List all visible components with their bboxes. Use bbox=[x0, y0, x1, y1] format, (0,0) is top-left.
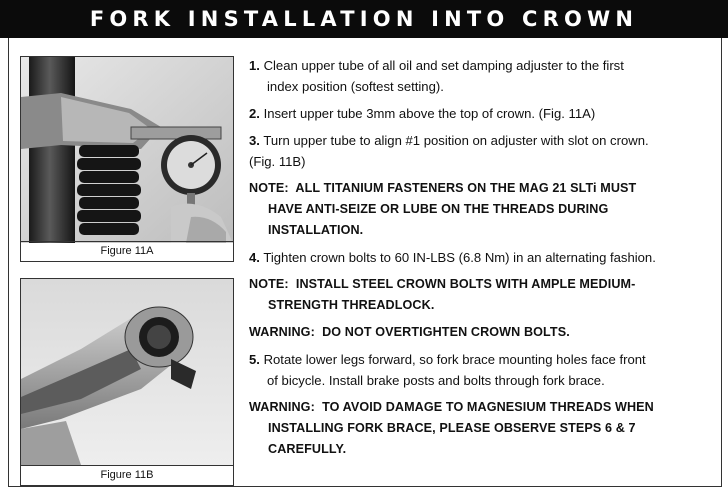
step-3 bbox=[249, 130, 711, 172]
step-text: Clean upper tube of all oil and set damping adjuster to the first bbox=[263, 58, 624, 73]
step-number: 1. bbox=[249, 58, 260, 73]
warning-text: TO AVOID DAMAGE TO MAGNESIUM THREADS WHEN bbox=[322, 400, 654, 414]
figure-11a-photo bbox=[21, 57, 233, 243]
instructions bbox=[249, 55, 711, 466]
step-text: index position (softest setting). bbox=[267, 79, 444, 94]
warning-text: CAREFULLY. bbox=[268, 442, 347, 456]
step-4 bbox=[249, 247, 711, 268]
step-number: 5. bbox=[249, 352, 260, 367]
note-text: INSTALLATION. bbox=[268, 223, 364, 237]
note-label: NOTE: bbox=[249, 181, 289, 195]
note-steel-crown-bolts bbox=[249, 274, 711, 316]
warning-text: INSTALLING FORK BRACE, PLEASE OBSERVE STEPS 6 & 7 bbox=[268, 421, 636, 435]
warning-label: WARNING: bbox=[249, 325, 315, 339]
step-text: (Fig. 11B) bbox=[249, 154, 306, 169]
step-number: 2. bbox=[249, 106, 260, 121]
step-text: Tighten crown bolts to 60 IN-LBS (6.8 Nm) in an alternating fashion. bbox=[263, 250, 656, 265]
step-text: Turn upper tube to align #1 position on adjuster with slot on crown. bbox=[263, 133, 649, 148]
step-1 bbox=[249, 55, 711, 97]
note-text: INSTALL STEEL CROWN BOLTS WITH AMPLE MEDIUM- bbox=[295, 277, 636, 291]
warning-label: WARNING: bbox=[249, 400, 315, 414]
figure-11a-caption: Figure 11A bbox=[21, 241, 233, 261]
figure-11b-photo bbox=[21, 279, 233, 465]
step-text: Rotate lower legs forward, so fork brace mounting holes face front bbox=[263, 352, 646, 367]
step-number: 4. bbox=[249, 250, 260, 265]
section-header bbox=[0, 0, 728, 38]
note-text: ALL TITANIUM FASTENERS ON THE MAG 21 SLTi MUST bbox=[295, 181, 637, 195]
figure-11b-caption: Figure 11B bbox=[21, 465, 233, 485]
figure-11a bbox=[20, 56, 234, 262]
warning-text: DO NOT OVERTIGHTEN CROWN BOLTS. bbox=[322, 325, 570, 339]
step-text: of bicycle. Install brake posts and bolts through fork brace. bbox=[267, 373, 605, 388]
warning-magnesium-threads bbox=[249, 397, 711, 460]
step-text: Insert upper tube 3mm above the top of crown. (Fig. 11A) bbox=[263, 106, 596, 121]
section-title: FORK INSTALLATION INTO CROWN bbox=[89, 7, 639, 31]
figure-11b bbox=[20, 278, 234, 486]
warning-overtighten bbox=[249, 322, 711, 343]
step-number: 3. bbox=[249, 133, 260, 148]
step-5 bbox=[249, 349, 711, 391]
note-text: STRENGTH THREADLOCK. bbox=[268, 298, 435, 312]
step-2 bbox=[249, 103, 711, 124]
note-text: HAVE ANTI-SEIZE OR LUBE ON THE THREADS DURING bbox=[268, 202, 609, 216]
note-label: NOTE: bbox=[249, 277, 289, 291]
note-titanium-fasteners bbox=[249, 178, 711, 241]
